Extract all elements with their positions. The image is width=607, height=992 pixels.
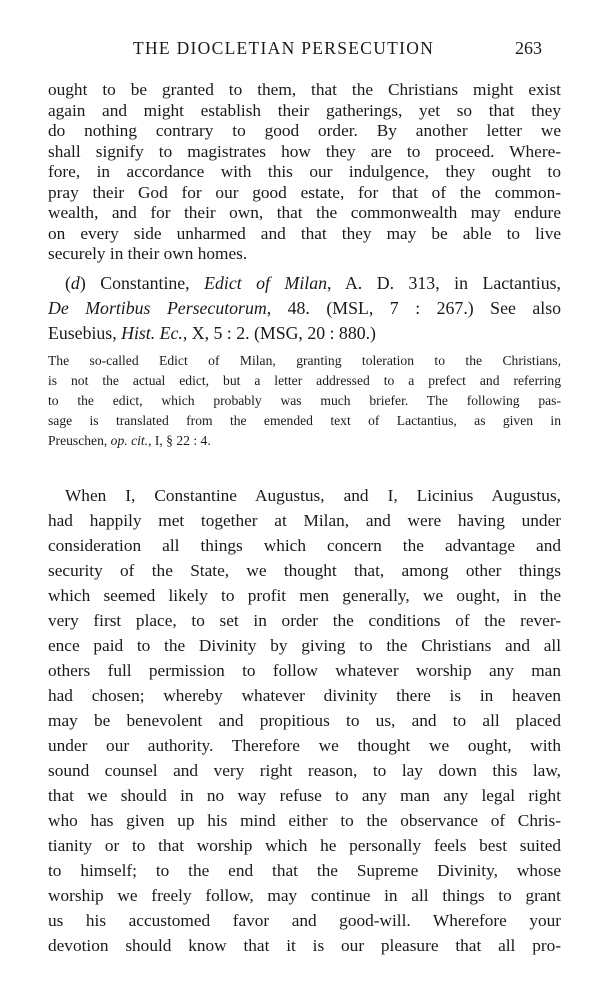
text-run: had chosen; whereby whatever divinity there is in heaven xyxy=(48,686,561,705)
text-run: worship we freely follow, may continue in all things to grant xyxy=(48,886,561,905)
text-run: shall signify to magistrates how they are to proceed. Where- xyxy=(48,141,561,161)
text-run: us his accustomed favor and good-will. Wherefore your xyxy=(48,911,561,930)
text-line xyxy=(48,411,561,431)
text-line xyxy=(48,121,561,142)
text-line xyxy=(48,558,561,583)
text-line xyxy=(48,758,561,783)
text-run: pray their God for our good estate, for that of the common- xyxy=(48,182,561,202)
text-run: under our authority. Therefore we thought we ought, with xyxy=(48,736,561,755)
text-line xyxy=(48,633,561,658)
text-run: ought to be granted to them, that the Christians might exist xyxy=(48,80,561,99)
paragraph-edict-of-milan xyxy=(48,483,561,958)
text-line xyxy=(48,833,561,858)
running-header xyxy=(0,38,607,64)
text-line xyxy=(48,101,561,122)
text-line xyxy=(48,508,561,533)
text-run: consideration all things which concern the advantage and xyxy=(48,536,561,555)
text-run: Preuschen, xyxy=(48,433,111,448)
text-line xyxy=(48,321,561,346)
text-run: others full permission to follow whatever worship any man xyxy=(48,661,561,680)
text-line xyxy=(48,183,561,204)
text-line xyxy=(48,933,561,958)
text-run: wealth, and for their own, that the commonwealth may endure xyxy=(48,203,561,222)
text-line xyxy=(48,533,561,558)
text-line xyxy=(48,708,561,733)
text-line xyxy=(48,883,561,908)
text-line xyxy=(48,683,561,708)
text-line xyxy=(48,808,561,833)
text-run: Eusebius, xyxy=(48,323,122,343)
text-run: sage is translated from the emended text of Lactantius, as given in xyxy=(48,413,561,428)
text-run: tianity or to that worship which he personally feels best suited xyxy=(48,836,561,855)
paragraph-edict-of-galerius-end xyxy=(48,80,561,265)
text-line xyxy=(48,371,561,391)
text-line xyxy=(48,203,561,224)
italic-text: op. cit. xyxy=(110,433,149,448)
text-line xyxy=(48,224,561,245)
text-run: securely in their own homes. xyxy=(48,244,248,263)
text-line xyxy=(48,271,561,296)
text-run: , I, § 22 : 4. xyxy=(148,433,211,448)
italic-text: d xyxy=(70,273,80,293)
text-line xyxy=(48,431,561,451)
text-run: The so-called Edict of Milan, granting toleration to the Christians, xyxy=(48,353,561,368)
text-line xyxy=(48,391,561,411)
source-citation-paragraph xyxy=(48,271,561,346)
text-line xyxy=(48,351,561,371)
italic-text: Hist. Ec. xyxy=(121,323,183,343)
text-run: to himself; to the end that the Supreme Divinity, whose xyxy=(48,861,561,880)
text-run: When I, Constantine Augustus, and I, Licinius Augustus, xyxy=(65,486,561,505)
editorial-note xyxy=(48,351,561,451)
text-run: may be benevolent and propitious to us, and to all placed xyxy=(48,711,561,730)
text-line xyxy=(48,483,561,508)
text-line xyxy=(48,783,561,808)
text-run: again and might establish their gatherings, yet so that they xyxy=(48,100,561,120)
text-line xyxy=(48,733,561,758)
text-run: , A. D. 313, in Lactantius, xyxy=(326,273,561,293)
text-run: that we should in no way refuse to any man any legal right xyxy=(48,786,561,805)
text-run: , X, 5 : 2. (MSG, 20 : 880.) xyxy=(182,323,376,343)
text-run: fore, in accordance with this our indulgence, they ought to xyxy=(48,162,561,181)
page-number: 263 xyxy=(515,38,542,58)
text-run: is not the actual edict, but a letter addressed to a prefect and referring xyxy=(48,373,561,388)
text-run: devotion should know that it is our pleasure that all pro- xyxy=(48,936,561,955)
text-run: ( xyxy=(65,273,71,293)
text-run: security of the State, we thought that, among other things xyxy=(48,561,561,580)
text-line xyxy=(48,858,561,883)
text-run: sound counsel and very right reason, to lay down this law, xyxy=(48,761,561,780)
running-title: THE DIOCLETIAN PERSECUTION xyxy=(133,38,435,58)
text-run: do nothing contrary to good order. By another letter we xyxy=(48,121,561,140)
text-line xyxy=(48,583,561,608)
text-line xyxy=(48,908,561,933)
text-run: very first place, to set in order the conditions of the rever- xyxy=(48,611,561,630)
text-line xyxy=(48,244,561,265)
text-run: on every side unharmed and that they may be able to live xyxy=(48,223,561,243)
text-run: ence paid to the Divinity by giving to the Christians and all xyxy=(48,636,561,655)
text-line xyxy=(48,80,561,101)
text-run: who has given up his mind either to the observance of Chris- xyxy=(48,811,561,830)
text-line xyxy=(48,142,561,163)
text-line xyxy=(48,162,561,183)
text-run: had happily met together at Milan, and were having under xyxy=(48,511,561,530)
text-run: which seemed likely to profit men generally, we ought, in the xyxy=(48,586,561,605)
text-run: ) Constantine, xyxy=(79,273,205,293)
text-line xyxy=(48,608,561,633)
italic-text: De Mortibus Persecutorum xyxy=(48,298,267,318)
text-line xyxy=(48,296,561,321)
text-run: , 48. (MSL, 7 : 267.) See also xyxy=(266,298,561,318)
text-run: to the edict, which probably was much briefer. The following pas- xyxy=(48,393,561,408)
italic-text: Edict of Milan xyxy=(204,273,327,293)
text-line xyxy=(48,658,561,683)
